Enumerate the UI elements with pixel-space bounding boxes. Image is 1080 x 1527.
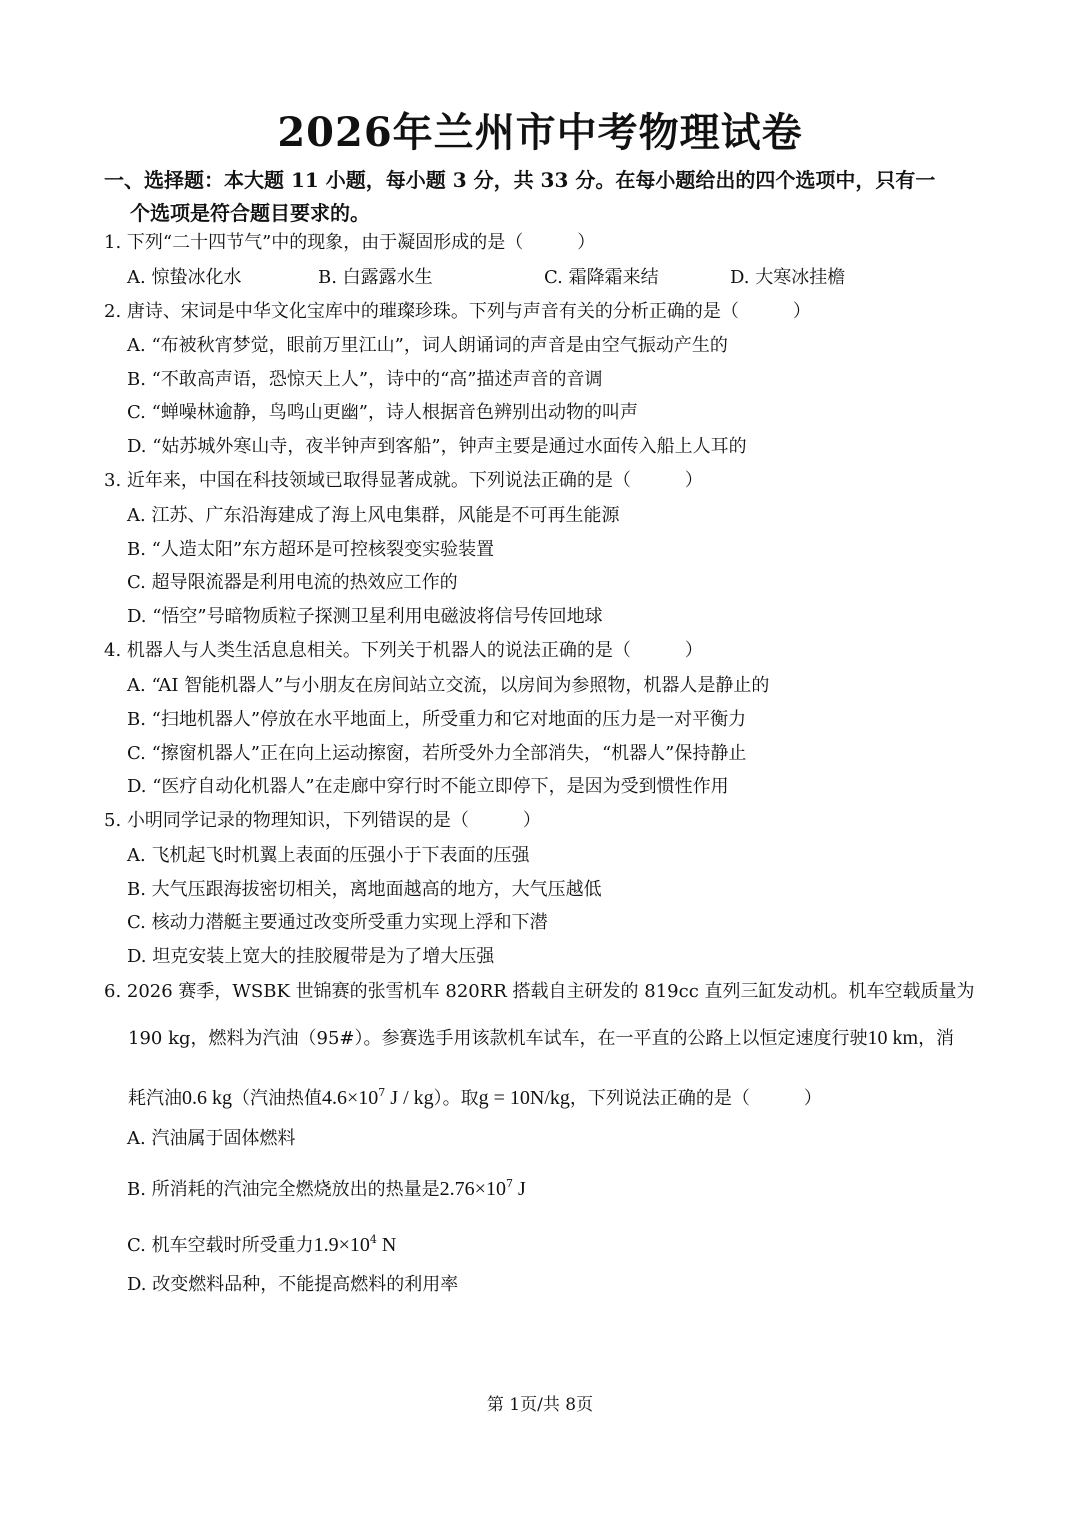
question-6-option-a: A. 汽油属于固体燃料: [127, 1128, 296, 1149]
question-2-option-a: A. “布被秋宵梦觉，眼前万里江山”，词人朗诵词的声音是由空气振动产生的: [127, 335, 728, 356]
question-6-heat-exponent: 7: [378, 1086, 386, 1099]
question-1-stem: 1. 下列“二十四节气”中的现象，由于凝固形成的是（ ）: [104, 232, 596, 253]
question-6-fuel-mass: 0.6 kg: [182, 1087, 232, 1109]
question-2-option-c: C. “蝉噪林逾静，鸟鸣山更幽”，诗人根据音色辨别出动物的叫声: [127, 402, 638, 423]
page-footer: 第 1页/共 8页: [486, 1395, 594, 1415]
question-3-option-b: B. “人造太阳”东方超环是可控核裂变实验装置: [127, 539, 495, 560]
question-6-option-c-text: C. 机车空载时所受重力: [127, 1235, 314, 1256]
section-heading-line2: 个选项是符合题目要求的。: [130, 201, 370, 225]
question-6-line3-text: 耗汽油: [128, 1088, 182, 1109]
question-1-option-b: B. 白露露水生: [318, 267, 433, 288]
question-4-stem: 4. 机器人与人类生活息息相关。下列关于机器人的说法正确的是（ ）: [104, 640, 703, 661]
question-6-option-c-unit: N: [376, 1234, 397, 1256]
question-5-option-c: C. 核动力潜艇主要通过改变所受重力实现上浮和下潜: [127, 912, 548, 933]
question-3-option-d: D. “悟空”号暗物质粒子探测卫星利用电磁波将信号传回地球: [127, 606, 603, 627]
question-5-stem: 5. 小明同学记录的物理知识，下列错误的是（ ）: [104, 810, 541, 831]
section-heading-line1: 一、选择题：本大题 11 小题，每小题 3 分，共 33 分。在每小题给出的四个选项中，只有一: [104, 168, 936, 192]
exam-title: 2026年兰州市中考物理试卷: [277, 109, 803, 156]
question-4-option-d: D. “医疗自动化机器人”在走廊中穿行时不能立即停下，是因为受到惯性作用: [127, 776, 729, 797]
question-1-option-a: A. 惊蛰冰化水: [127, 267, 242, 288]
question-6-option-b-exponent: 7: [505, 1177, 513, 1190]
question-6-option-c-exponent: 4: [369, 1233, 377, 1246]
question-3-option-c: C. 超导限流器是利用电流的热效应工作的: [127, 572, 458, 593]
question-6-option-d: D. 改变燃料品种，不能提高燃料的利用率: [127, 1274, 459, 1295]
question-6-heat-value: 4.6×10: [322, 1087, 379, 1109]
question-5-option-b: B. 大气压跟海拔密切相关，离地面越高的地方，大气压越低: [127, 879, 602, 900]
question-6-option-b-value: 2.76×10: [439, 1178, 506, 1200]
question-6-line3-paren: （汽油热值: [232, 1088, 322, 1109]
question-5-option-a: A. 飞机起飞时机翼上表面的压强小于下表面的压强: [127, 845, 530, 866]
question-1-options: [127, 264, 1007, 292]
question-2-option-b: B. “不敢高声语，恐惊天上人”，诗中的“高”描述声音的音调: [127, 369, 603, 390]
question-4-option-c: C. “擦窗机器人”正在向上运动擦窗，若所受外力全部消失，“机器人”保持静止: [127, 743, 747, 764]
question-3-stem: 3. 近年来，中国在科技领域已取得显著成就。下列说法正确的是（ ）: [104, 470, 703, 491]
question-3-option-a: A. 江苏、广东沿海建成了海上风电集群，风能是不可再生能源: [127, 505, 620, 526]
question-6-line2-text: 190 kg，燃料为汽油（95#）。参赛选手用该款机车试车，在一平直的公路上以恒定速度行驶: [128, 1028, 868, 1049]
question-1-option-d: D. 大寒冰挂檐: [730, 267, 846, 288]
question-4-option-b: B. “扫地机器人”停放在水平地面上，所受重力和它对地面的压力是一对平衡力: [127, 709, 747, 730]
question-6-line3-take: ）。取: [433, 1088, 479, 1109]
question-6-option-b-unit: J: [512, 1178, 526, 1200]
question-6-stem-line3: [128, 1079, 1028, 1113]
question-2-stem: 2. 唐诗、宋词是中华文化宝库中的璀璨珍珠。下列与声音有关的分析正确的是（ ）: [104, 301, 811, 322]
question-6-option-c: [127, 1226, 1007, 1260]
section-heading: [104, 164, 984, 230]
question-5-option-d: D. 坦克安装上宽大的挂胶履带是为了增大压强: [127, 946, 495, 967]
question-6-option-b-text: B. 所消耗的汽油完全燃烧放出的热量是: [127, 1179, 440, 1200]
question-6-line2-end: ，消: [918, 1028, 955, 1049]
question-4-option-a: A. “AI 智能机器人”与小朋友在房间站立交流，以房间为参照物，机器人是静止的: [127, 675, 770, 696]
question-6-stem-line1: 6. 2026 赛季，WSBK 世锦赛的张雪机车 820RR 搭载自主研发的 819cc 直列三缸发动机。机车空载质量为: [104, 981, 975, 1002]
question-6-gravity: g = 10N/kg: [478, 1087, 570, 1109]
question-1-option-c: C. 霜降霜来结: [544, 267, 659, 288]
question-6-option-c-value: 1.9×10: [313, 1234, 370, 1256]
question-6-heat-unit: J / kg: [385, 1087, 434, 1109]
question-6-option-b: [127, 1170, 1007, 1204]
question-6-stem-line2: [128, 1024, 1028, 1053]
question-6-distance: 10 km: [867, 1027, 919, 1049]
question-2-option-d: D. “姑苏城外寒山寺，夜半钟声到客船”，钟声主要是通过水面传入船上人耳的: [127, 436, 747, 457]
question-6-line3-end: ，下列说法正确的是（ ）: [569, 1088, 822, 1109]
